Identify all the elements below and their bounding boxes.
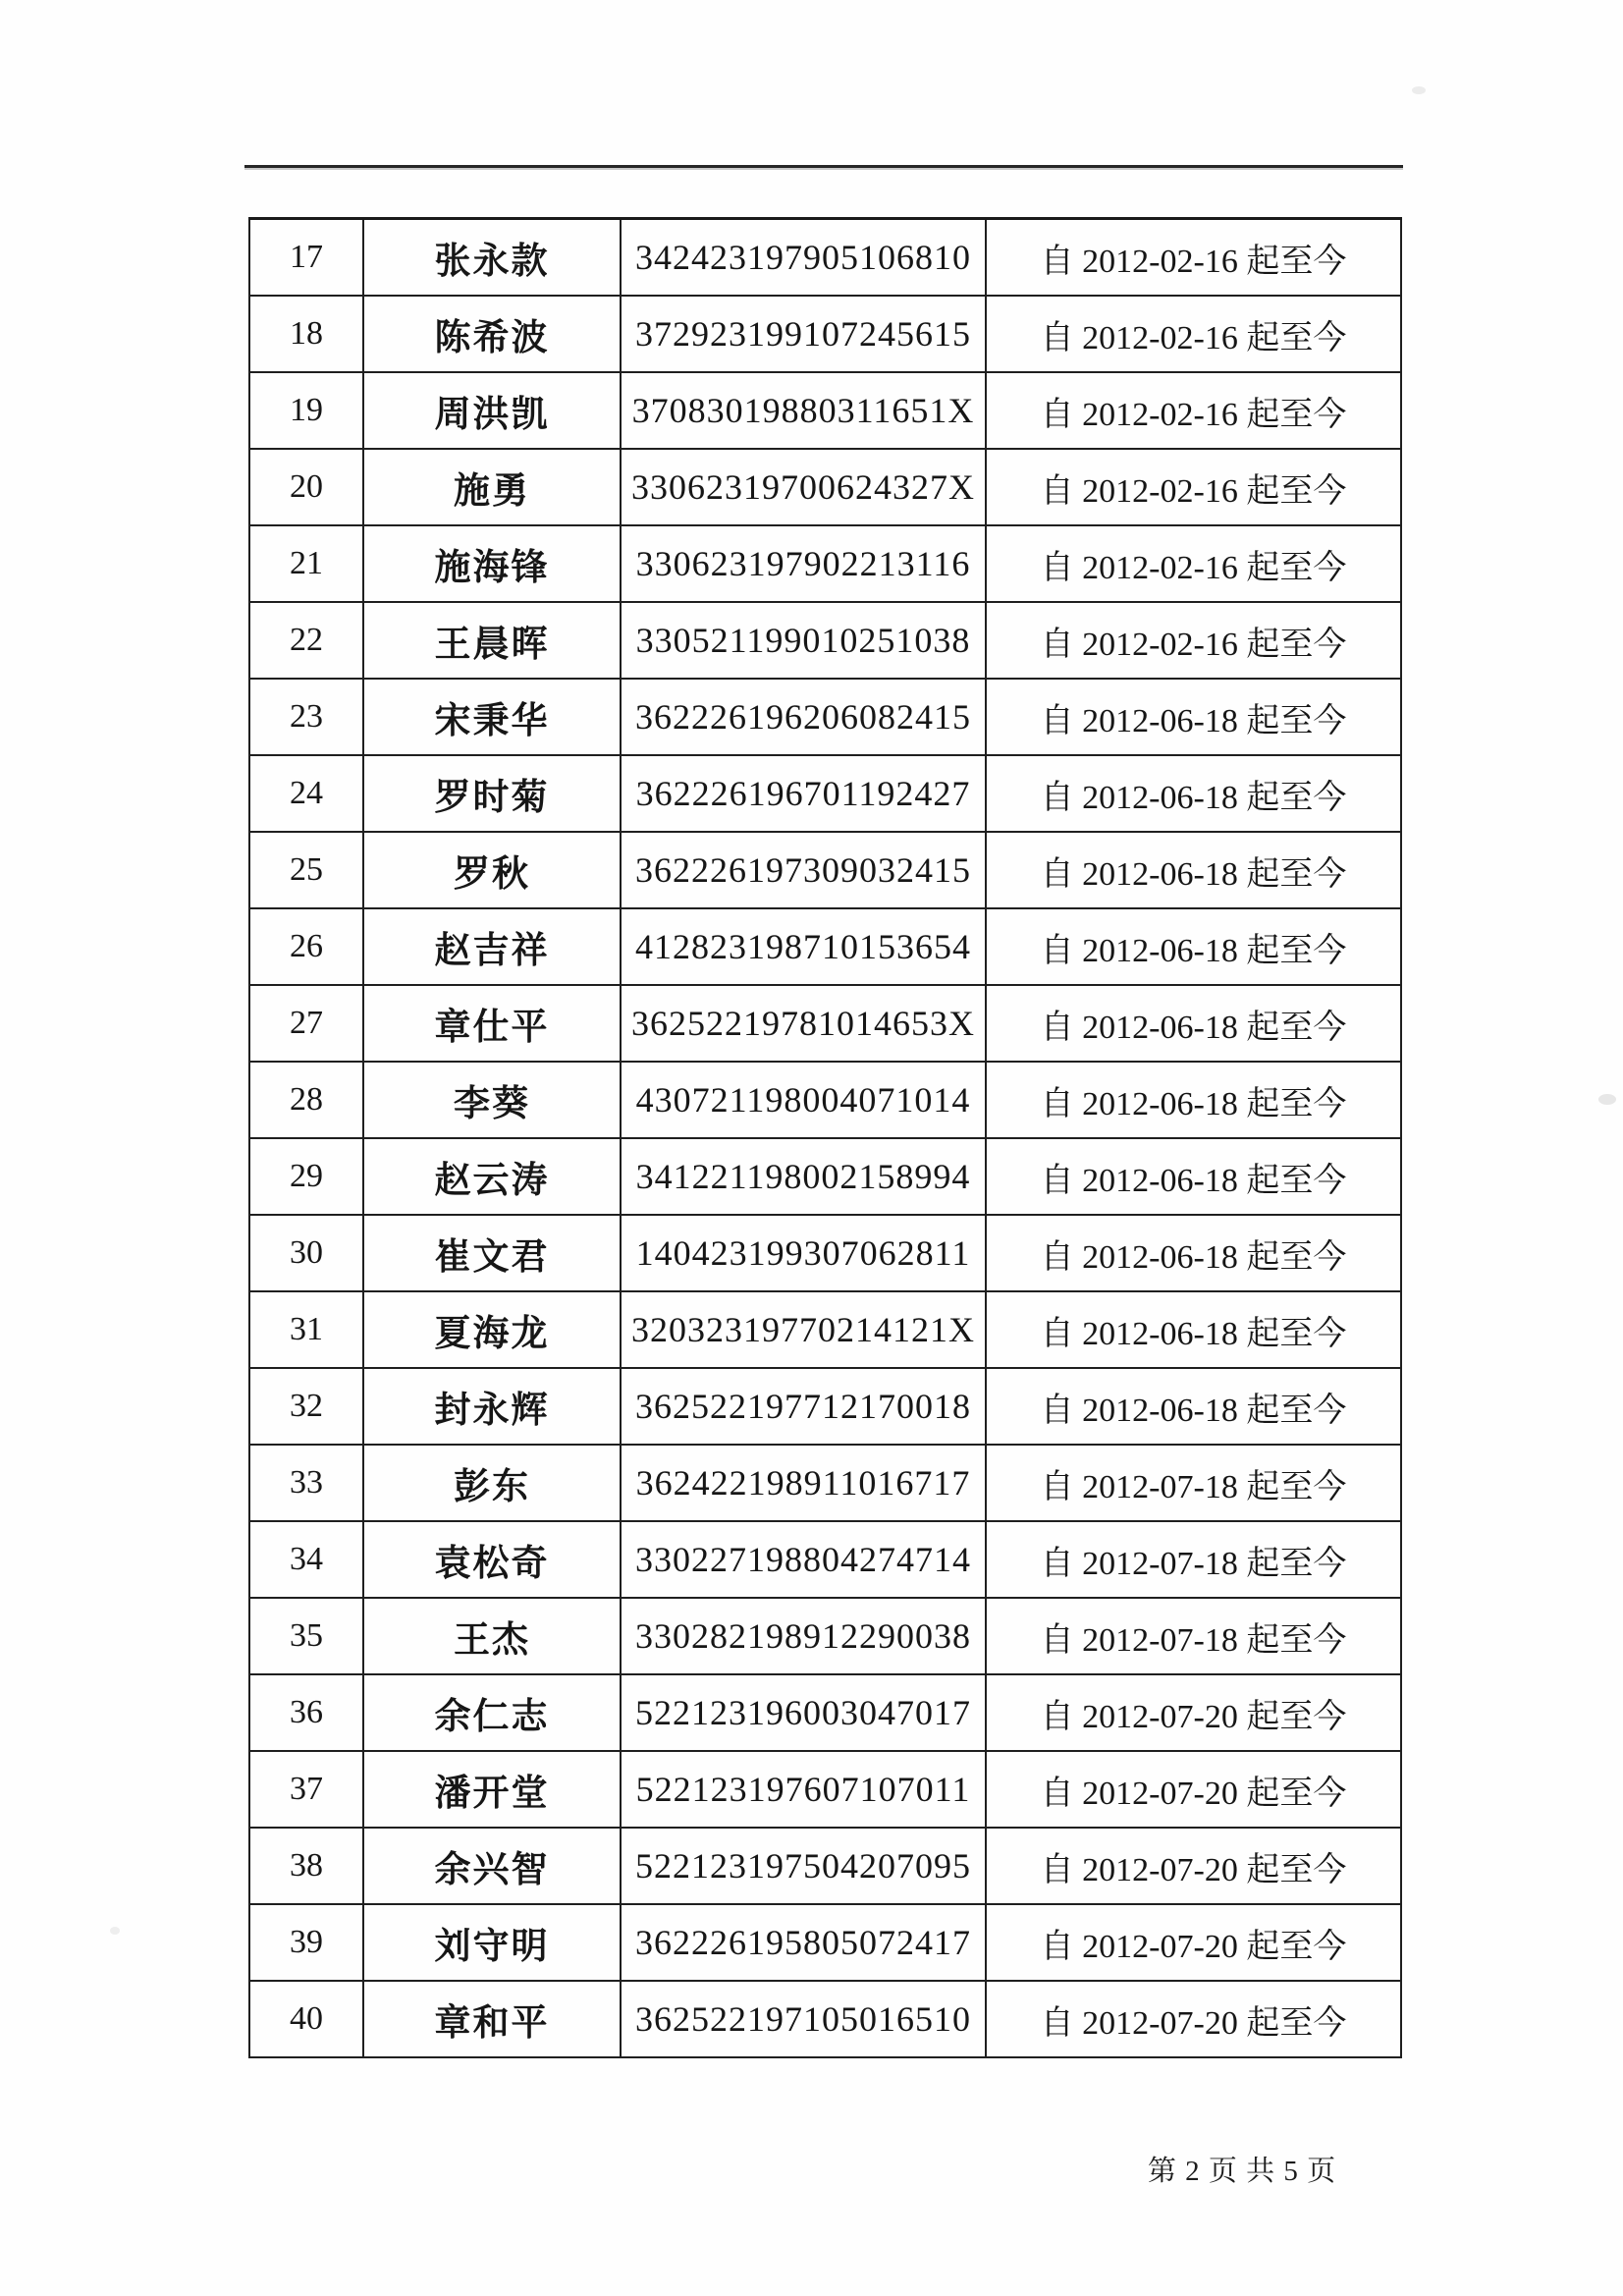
table-row bbox=[249, 1138, 1401, 1215]
table-row bbox=[249, 1598, 1401, 1674]
cell-name: 周洪凯 bbox=[363, 372, 621, 449]
cell-row-number: 36 bbox=[249, 1674, 363, 1751]
cell-row-number: 22 bbox=[249, 602, 363, 679]
table-row bbox=[249, 1674, 1401, 1751]
table-row bbox=[249, 449, 1401, 525]
cell-period: 自 2012-02-16 起至今 bbox=[986, 525, 1401, 602]
table-row bbox=[249, 1981, 1401, 2057]
cell-period: 自 2012-07-18 起至今 bbox=[986, 1445, 1401, 1521]
cell-name: 余仁志 bbox=[363, 1674, 621, 1751]
cell-period: 自 2012-07-20 起至今 bbox=[986, 1751, 1401, 1828]
cell-period: 自 2012-06-18 起至今 bbox=[986, 832, 1401, 908]
cell-row-number: 37 bbox=[249, 1751, 363, 1828]
cell-period: 自 2012-02-16 起至今 bbox=[986, 602, 1401, 679]
cell-row-number: 40 bbox=[249, 1981, 363, 2057]
table-row bbox=[249, 985, 1401, 1062]
cell-period: 自 2012-02-16 起至今 bbox=[986, 219, 1401, 297]
cell-id-number: 330227198804274714 bbox=[621, 1521, 986, 1598]
cell-row-number: 19 bbox=[249, 372, 363, 449]
table-row bbox=[249, 219, 1401, 297]
cell-name: 陈希波 bbox=[363, 296, 621, 372]
table-row bbox=[249, 296, 1401, 372]
cell-name: 章仕平 bbox=[363, 985, 621, 1062]
cell-period: 自 2012-07-20 起至今 bbox=[986, 1828, 1401, 1904]
scan-artifact bbox=[1412, 86, 1426, 94]
table-row bbox=[249, 832, 1401, 908]
cell-name: 赵吉祥 bbox=[363, 908, 621, 985]
header-rule bbox=[244, 165, 1403, 168]
cell-row-number: 18 bbox=[249, 296, 363, 372]
cell-name: 彭东 bbox=[363, 1445, 621, 1521]
cell-id-number: 341221198002158994 bbox=[621, 1138, 986, 1215]
cell-period: 自 2012-07-18 起至今 bbox=[986, 1521, 1401, 1598]
cell-row-number: 30 bbox=[249, 1215, 363, 1291]
table-row bbox=[249, 755, 1401, 832]
cell-id-number: 362522197712170018 bbox=[621, 1368, 986, 1445]
cell-id-number: 330282198912290038 bbox=[621, 1598, 986, 1674]
cell-name: 夏海龙 bbox=[363, 1291, 621, 1368]
table-row bbox=[249, 1828, 1401, 1904]
cell-name: 王晨晖 bbox=[363, 602, 621, 679]
cell-row-number: 23 bbox=[249, 679, 363, 755]
cell-period: 自 2012-07-20 起至今 bbox=[986, 1904, 1401, 1981]
cell-period: 自 2012-06-18 起至今 bbox=[986, 679, 1401, 755]
cell-row-number: 26 bbox=[249, 908, 363, 985]
cell-period: 自 2012-06-18 起至今 bbox=[986, 755, 1401, 832]
table-row bbox=[249, 525, 1401, 602]
cell-period: 自 2012-06-18 起至今 bbox=[986, 1291, 1401, 1368]
cell-period: 自 2012-06-18 起至今 bbox=[986, 1062, 1401, 1138]
table-row bbox=[249, 372, 1401, 449]
cell-name: 余兴智 bbox=[363, 1828, 621, 1904]
cell-id-number: 330521199010251038 bbox=[621, 602, 986, 679]
page-footer: 第 2 页 共 5 页 bbox=[1147, 2156, 1337, 2187]
cell-period: 自 2012-02-16 起至今 bbox=[986, 296, 1401, 372]
table-row bbox=[249, 908, 1401, 985]
table-row bbox=[249, 1445, 1401, 1521]
cell-id-number: 362226195805072417 bbox=[621, 1904, 986, 1981]
cell-row-number: 24 bbox=[249, 755, 363, 832]
table-row bbox=[249, 1904, 1401, 1981]
table-row bbox=[249, 602, 1401, 679]
cell-row-number: 28 bbox=[249, 1062, 363, 1138]
table-row bbox=[249, 1215, 1401, 1291]
cell-row-number: 32 bbox=[249, 1368, 363, 1445]
cell-row-number: 34 bbox=[249, 1521, 363, 1598]
cell-name: 崔文君 bbox=[363, 1215, 621, 1291]
cell-id-number: 362226197309032415 bbox=[621, 832, 986, 908]
cell-name: 潘开堂 bbox=[363, 1751, 621, 1828]
personnel-table bbox=[248, 217, 1402, 2058]
table-row bbox=[249, 1368, 1401, 1445]
cell-id-number: 362522197105016510 bbox=[621, 1981, 986, 2057]
cell-period: 自 2012-02-16 起至今 bbox=[986, 449, 1401, 525]
cell-name: 宋秉华 bbox=[363, 679, 621, 755]
cell-id-number: 37083019880311651X bbox=[621, 372, 986, 449]
cell-id-number: 372923199107245615 bbox=[621, 296, 986, 372]
cell-id-number: 32032319770214121X bbox=[621, 1291, 986, 1368]
cell-period: 自 2012-06-18 起至今 bbox=[986, 1368, 1401, 1445]
personnel-table-body bbox=[249, 219, 1401, 2058]
cell-period: 自 2012-06-18 起至今 bbox=[986, 985, 1401, 1062]
cell-row-number: 21 bbox=[249, 525, 363, 602]
cell-period: 自 2012-06-18 起至今 bbox=[986, 1215, 1401, 1291]
cell-name: 章和平 bbox=[363, 1981, 621, 2057]
table-row bbox=[249, 1521, 1401, 1598]
cell-row-number: 17 bbox=[249, 219, 363, 297]
cell-period: 自 2012-06-18 起至今 bbox=[986, 908, 1401, 985]
cell-row-number: 31 bbox=[249, 1291, 363, 1368]
cell-id-number: 522123197607107011 bbox=[621, 1751, 986, 1828]
cell-period: 自 2012-07-20 起至今 bbox=[986, 1981, 1401, 2057]
table-row bbox=[249, 1062, 1401, 1138]
cell-period: 自 2012-02-16 起至今 bbox=[986, 372, 1401, 449]
cell-name: 罗时菊 bbox=[363, 755, 621, 832]
cell-name: 张永款 bbox=[363, 219, 621, 297]
cell-name: 刘守明 bbox=[363, 1904, 621, 1981]
cell-period: 自 2012-06-18 起至今 bbox=[986, 1138, 1401, 1215]
table-row bbox=[249, 679, 1401, 755]
cell-id-number: 362226196206082415 bbox=[621, 679, 986, 755]
cell-row-number: 29 bbox=[249, 1138, 363, 1215]
cell-name: 封永辉 bbox=[363, 1368, 621, 1445]
cell-id-number: 362422198911016717 bbox=[621, 1445, 986, 1521]
cell-row-number: 20 bbox=[249, 449, 363, 525]
scan-artifact bbox=[110, 1927, 120, 1935]
cell-id-number: 140423199307062811 bbox=[621, 1215, 986, 1291]
cell-row-number: 39 bbox=[249, 1904, 363, 1981]
cell-id-number: 36252219781014653X bbox=[621, 985, 986, 1062]
table-row bbox=[249, 1751, 1401, 1828]
cell-name: 施勇 bbox=[363, 449, 621, 525]
cell-name: 王杰 bbox=[363, 1598, 621, 1674]
cell-name: 赵云涛 bbox=[363, 1138, 621, 1215]
table-row bbox=[249, 1291, 1401, 1368]
cell-id-number: 412823198710153654 bbox=[621, 908, 986, 985]
cell-name: 李葵 bbox=[363, 1062, 621, 1138]
cell-row-number: 38 bbox=[249, 1828, 363, 1904]
cell-id-number: 33062319700624327X bbox=[621, 449, 986, 525]
cell-id-number: 430721198004071014 bbox=[621, 1062, 986, 1138]
cell-name: 罗秋 bbox=[363, 832, 621, 908]
cell-row-number: 35 bbox=[249, 1598, 363, 1674]
cell-id-number: 522123197504207095 bbox=[621, 1828, 986, 1904]
cell-id-number: 362226196701192427 bbox=[621, 755, 986, 832]
cell-name: 袁松奇 bbox=[363, 1521, 621, 1598]
cell-id-number: 330623197902213116 bbox=[621, 525, 986, 602]
cell-period: 自 2012-07-20 起至今 bbox=[986, 1674, 1401, 1751]
cell-id-number: 522123196003047017 bbox=[621, 1674, 986, 1751]
scan-artifact bbox=[1598, 1094, 1616, 1105]
cell-row-number: 33 bbox=[249, 1445, 363, 1521]
cell-row-number: 25 bbox=[249, 832, 363, 908]
cell-period: 自 2012-07-18 起至今 bbox=[986, 1598, 1401, 1674]
cell-name: 施海锋 bbox=[363, 525, 621, 602]
cell-id-number: 342423197905106810 bbox=[621, 219, 986, 297]
cell-row-number: 27 bbox=[249, 985, 363, 1062]
